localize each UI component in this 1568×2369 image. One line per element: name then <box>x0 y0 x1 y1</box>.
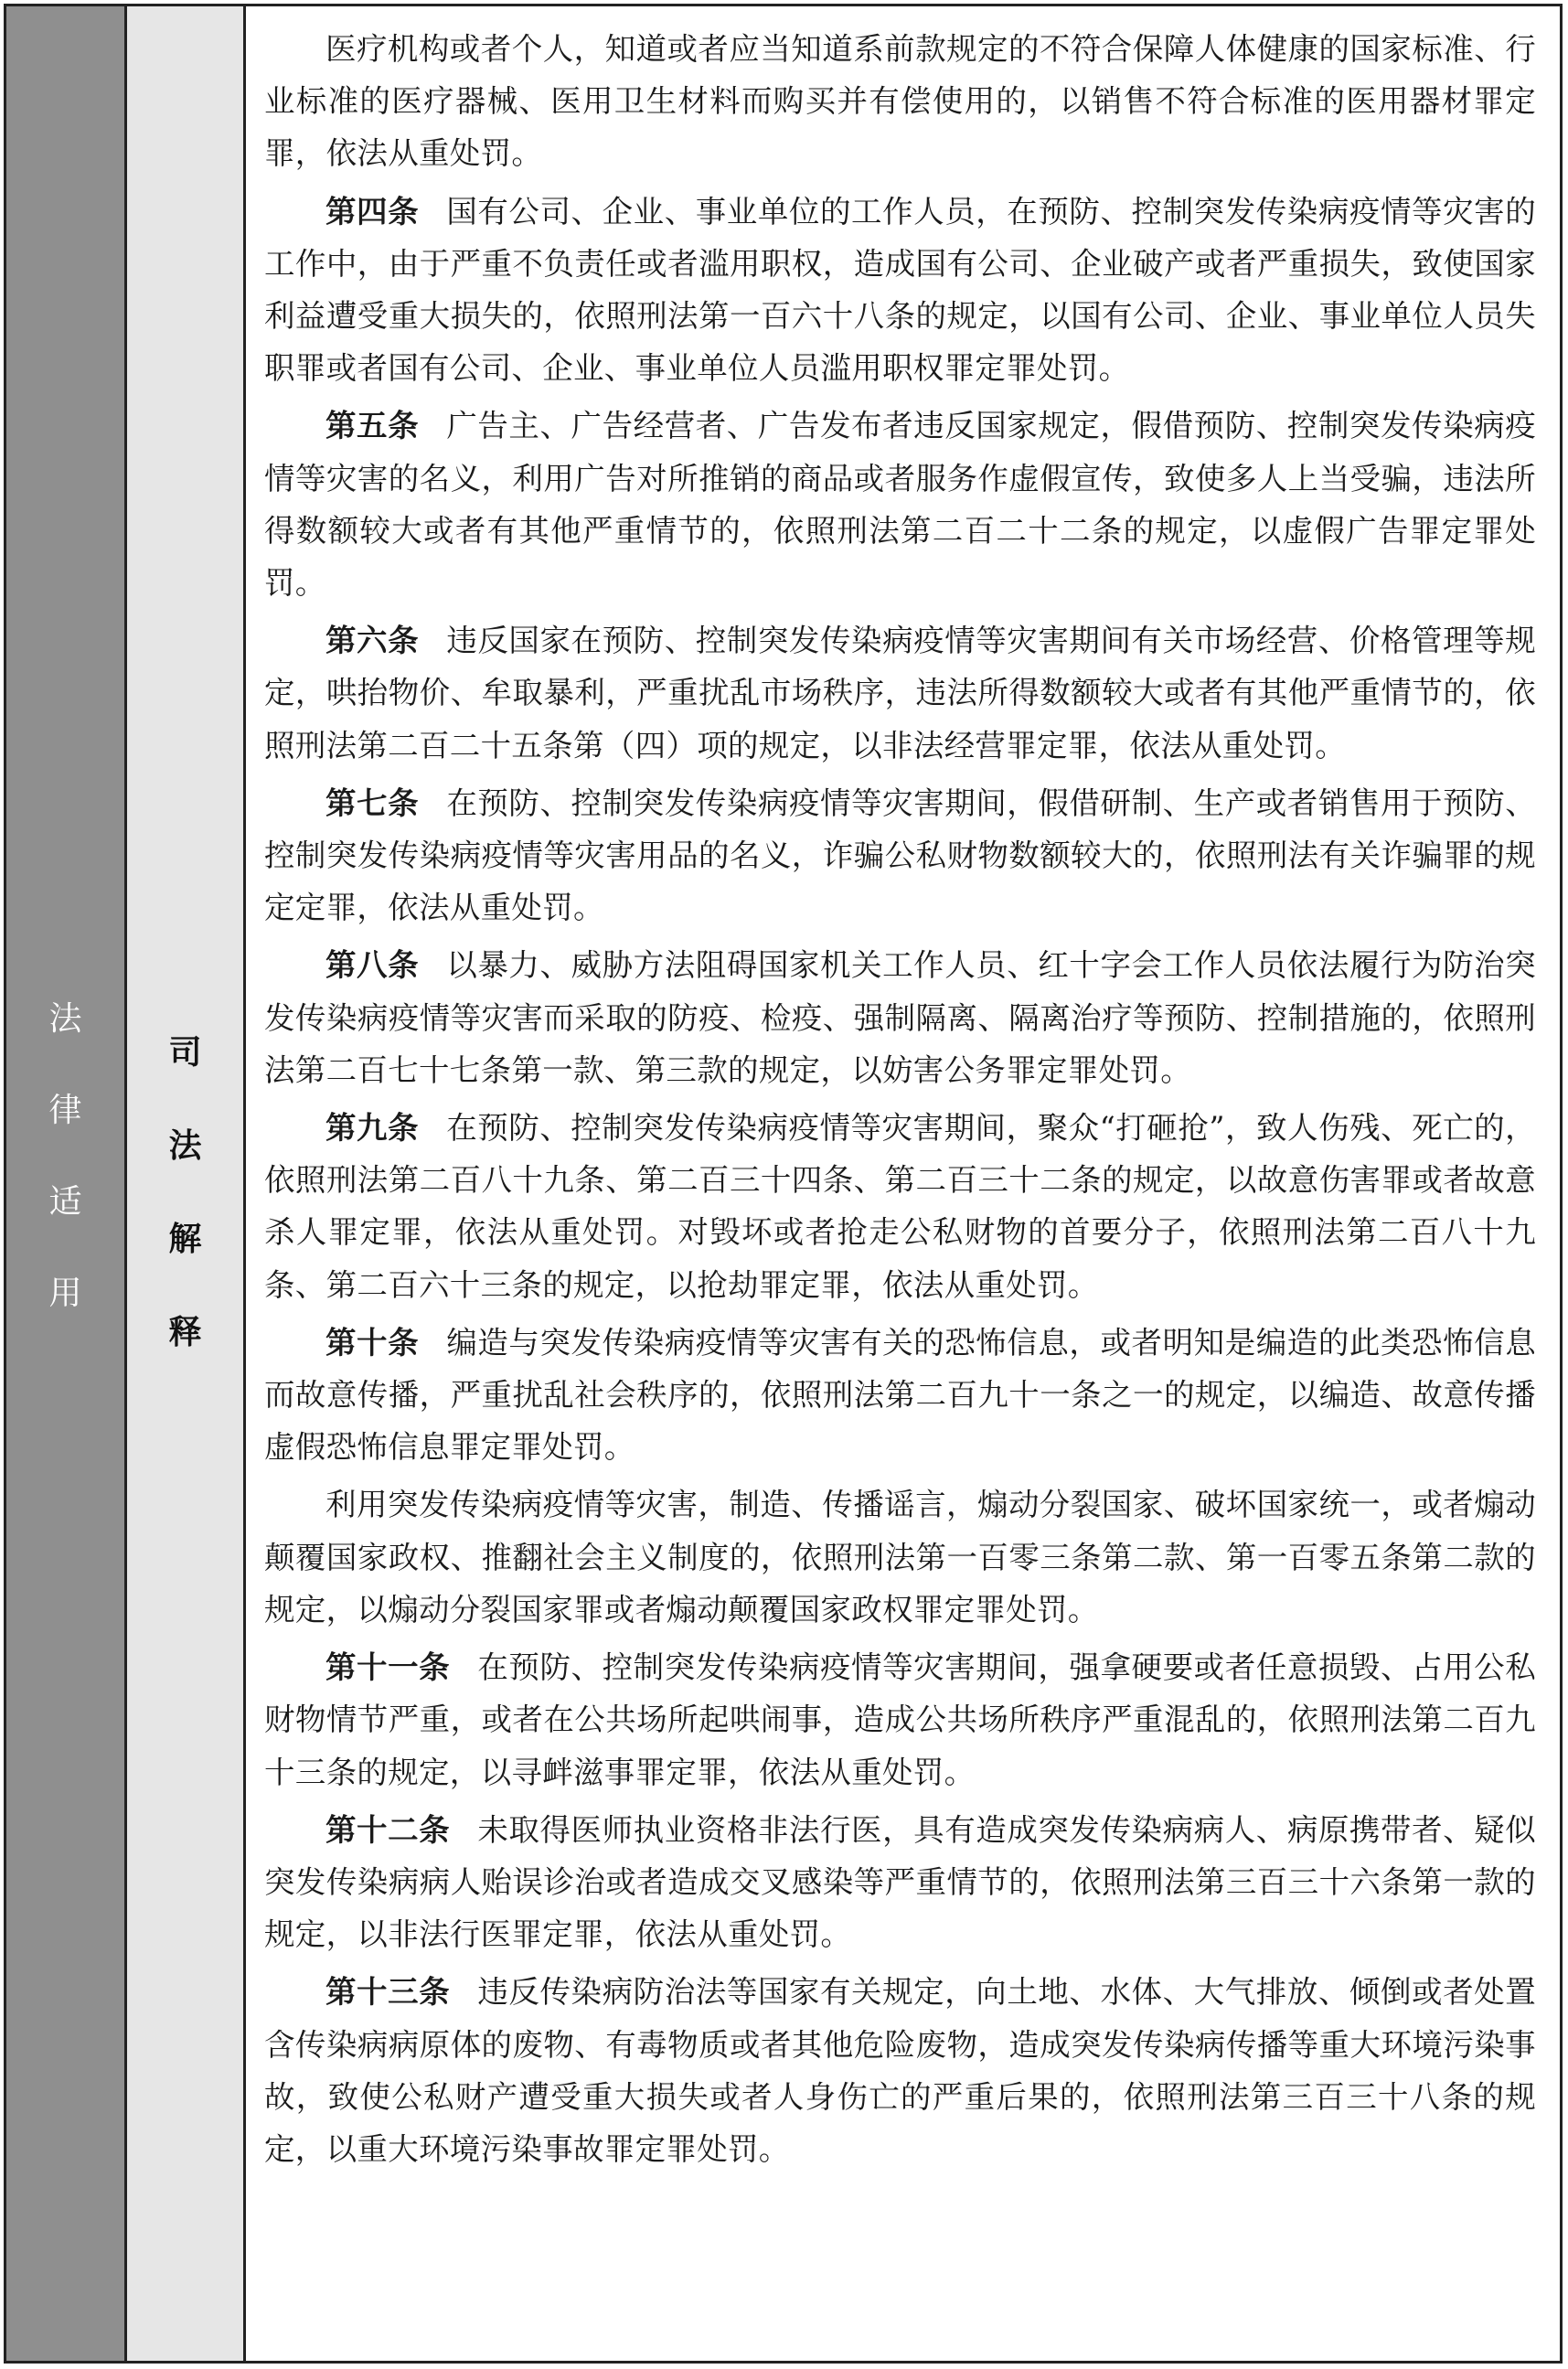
paragraph <box>264 1102 1536 1311</box>
paragraph-text: 利用突发传染病疫情等灾害，制造、传播谣言，煽动分裂国家、破坏国家统一，或者煽动颠覆国家政权、推翻社会主义制度的，依照刑法第一百零三条第二款、第一百零五条第二款的规定，以煽动分裂国家罪或者煽动颠覆国家政权罪定罪处罚。 <box>264 1487 1536 1627</box>
article-number: 第十条 <box>325 1324 420 1361</box>
paragraph <box>264 939 1536 1096</box>
paragraph <box>264 1804 1536 1961</box>
paragraph-text: 医疗机构或者个人，知道或者应当知道系前款规定的不符合保障人体健康的国家标准、行业标准的医疗器械、医用卫生材料而购买并有偿使用的，以销售不符合标准的医用器材罪定罪，依法从重处罚。 <box>264 31 1536 172</box>
paragraph-text: 在预防、控制突发传染病疫情等灾害期间，强拿硬要或者任意损毁、占用公私财物情节严重，或者在公共场所起哄闹事，造成公共场所秩序严重混乱的，依照刑法第二百九十三条的规定，以寻衅滋事罪定罪，依法从重处罚。 <box>264 1649 1537 1790</box>
subcategory-label <box>168 1007 201 1380</box>
article-number: 第五条 <box>325 408 420 444</box>
paragraph-text: 以暴力、威胁方法阻碍国家机关工作人员、红十字会工作人员依法履行为防治突发传染病疫情等灾害而采取的防疫、检疫、强制隔离、隔离治疗等预防、控制措施的，依照刑法第二百七十七条第一款、第三款的规定，以妨害公务罪定罪处罚。 <box>264 947 1536 1088</box>
document-table <box>4 4 1563 2364</box>
content-cell <box>246 6 1560 2361</box>
paragraph <box>264 186 1536 395</box>
article-number: 第十三条 <box>325 1974 451 2011</box>
paragraph-text: 国有公司、企业、事业单位的工作人员，在预防、控制突发传染病疫情等灾害的工作中，由于严重不负责任或者滥用职权，造成国有公司、企业破产或者严重损失，致使国家利益遭受重大损失的，依照刑法第一百六十八条的规定，以国有公司、企业、事业单位人员失职罪或者国有公司、企业、事业单位人员滥用职权罪定罪处罚。 <box>264 193 1536 387</box>
subcategory-char: 法 <box>168 1126 202 1165</box>
category-char: 律 <box>48 1091 82 1129</box>
paragraph <box>264 1966 1536 2175</box>
article-number: 第十二条 <box>325 1811 451 1848</box>
paragraph <box>264 1478 1536 1636</box>
article-number: 第八条 <box>325 947 420 984</box>
paragraph-text: 未取得医师执业资格非法行医，具有造成突发传染病病人、病原携带者、疑似突发传染病病人贻误诊治或者造成交叉感染等严重情节的，依照刑法第三百三十六条第一款的规定，以非法行医罪定罪，依法从重处罚。 <box>264 1811 1537 1953</box>
article-number: 第十一条 <box>325 1649 451 1686</box>
subcategory-char: 解 <box>168 1220 202 1258</box>
article-number: 第六条 <box>325 623 420 659</box>
paragraph-text: 在预防、控制突发传染病疫情等灾害期间，聚众“打砸抢”，致人伤残、死亡的，依照刑法第二百八十九条、第二百三十四条、第二百三十二条的规定，以故意伤害罪或者故意杀人罪定罪，依法从重处罚。对毁坏或者抢走公私财物的首要分子，依照刑法第二百八十九条、第二百六十三条的规定，以抢劫罪定罪，依法从重处罚。 <box>264 1110 1536 1303</box>
paragraph <box>264 23 1536 180</box>
paragraph-text: 编造与突发传染病疫情等灾害有关的恐怖信息，或者明知是编造的此类恐怖信息而故意传播，严重扰乱社会秩序的，依照刑法第二百九十一条之一的规定，以编造、故意传播虚假恐怖信息罪定罪处罚。 <box>264 1324 1536 1466</box>
paragraph-text: 在预防、控制突发传染病疫情等灾害期间，假借研制、生产或者销售用于预防、控制突发传染病疫情等灾害用品的名义，诈骗公私财物数额较大的，依照刑法有关诈骗罪的规定定罪，依法从重处罚。 <box>264 784 1536 926</box>
category-char: 用 <box>48 1274 82 1312</box>
article-number: 第四条 <box>325 193 420 229</box>
paragraph <box>264 777 1536 934</box>
article-number: 第七条 <box>325 784 420 821</box>
category-label <box>48 974 81 1339</box>
paragraph-text: 违反国家在预防、控制突发传染病疫情等灾害期间有关市场经营、价格管理等规定，哄抬物价、牟取暴利，严重扰乱市场秩序，违法所得数额较大或者有其他严重情节的，依照刑法第二百二十五条第（四）项的规定，以非法经营罪定罪，依法从重处罚。 <box>264 623 1536 763</box>
category-char: 适 <box>48 1182 82 1221</box>
category-char: 法 <box>48 999 82 1038</box>
paragraph-text: 广告主、广告经营者、广告发布者违反国家规定，假借预防、控制突发传染病疫情等灾害的名义，利用广告对所推销的商品或者服务作虚假宣传，致使多人上当受骗，违法所得数额较大或者有其他严重情节的，依照刑法第二百二十二条的规定，以虚假广告罪定罪处罚。 <box>264 408 1536 602</box>
subcategory-cell <box>127 6 246 2361</box>
paragraph <box>264 400 1536 609</box>
paragraph <box>264 1317 1536 1474</box>
category-cell <box>6 6 127 2361</box>
article-number: 第九条 <box>325 1110 420 1147</box>
paragraph-text: 违反传染病防治法等国家有关规定，向土地、水体、大气排放、倾倒或者处置含传染病病原体的废物、有毒物质或者其他危险废物，造成突发传染病传播等重大环境污染事故，致使公私财产遭受重大损失或者人身伤亡的严重后果的，依照刑法第三百三十八条的规定，以重大环境污染事故罪定罪处罚。 <box>264 1974 1537 2167</box>
paragraph <box>264 614 1536 772</box>
paragraph <box>264 1641 1536 1798</box>
subcategory-char: 释 <box>168 1313 202 1351</box>
subcategory-char: 司 <box>168 1033 202 1072</box>
